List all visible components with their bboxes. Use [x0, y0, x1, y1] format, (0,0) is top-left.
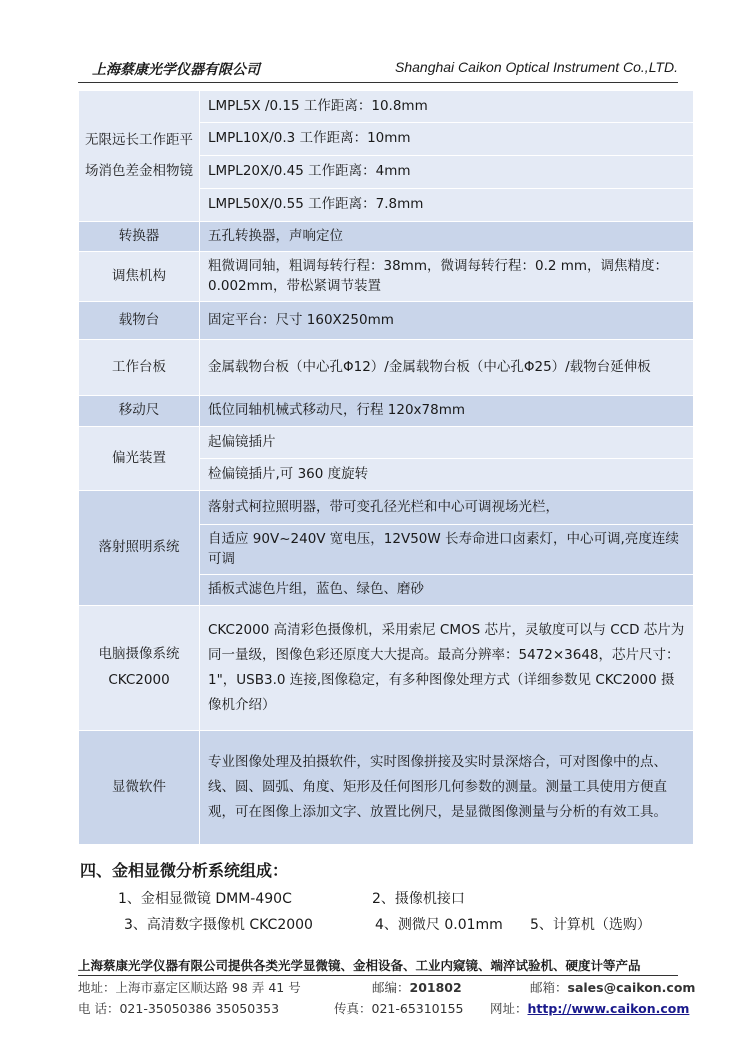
polar-label: 偏光装置	[79, 427, 200, 491]
objective-item-3: LMPL20X/0.45 工作距离：4mm	[200, 156, 694, 189]
converter-value: 五孔转换器，声响定位	[200, 222, 694, 252]
illumination-item-2: 自适应 90V~240V 宽电压，12V50W 长寿命进口卤素灯，中心可调,亮度连续可调	[200, 525, 694, 575]
objective-item-4: LMPL50X/0.55 工作距离：7.8mm	[200, 189, 694, 222]
ruler-label: 移动尺	[79, 396, 200, 427]
stage-value: 固定平台：尺寸 160X250mm	[200, 302, 694, 340]
header-company-en: Shanghai Caikon Optical Instrument Co.,LTD.	[395, 59, 678, 75]
footer-fax: 传真：021-65310155	[334, 1001, 464, 1016]
spec-table	[78, 90, 694, 845]
footer-zip	[372, 978, 462, 996]
component-item-3: 3、高清数字摄像机 CKC2000	[124, 917, 313, 933]
software-label: 显微软件	[79, 731, 200, 845]
polar-item-2: 检偏镜插片,可 360 度旋转	[200, 459, 694, 491]
footer-email-label: 邮箱：	[530, 980, 568, 995]
footer-email	[530, 978, 695, 996]
component-item-4: 4、测微尺 0.01mm	[375, 917, 503, 933]
footer-email-value[interactable]: sales@caikon.com	[567, 980, 696, 995]
footer-web	[490, 999, 689, 1017]
objective-item-2: LMPL10X/0.3 工作距离：10mm	[200, 123, 694, 156]
ruler-value: 低位同轴机械式移动尺，行程 120x78mm	[200, 396, 694, 427]
footer-zip-label: 邮编：	[372, 980, 410, 995]
footer-web-label: 网址：	[490, 1001, 528, 1016]
footer-web-link[interactable]: http://www.caikon.com	[527, 1001, 690, 1016]
footer-address: 地址：上海市嘉定区顺达路 98 弄 41 号	[78, 980, 301, 995]
footer-zip-value: 201802	[409, 980, 462, 995]
component-item-5: 5、计算机（选购）	[530, 917, 651, 933]
converter-label: 转换器	[79, 222, 200, 252]
illumination-label: 落射照明系统	[79, 491, 200, 606]
illumination-item-3: 插板式滤色片组，蓝色、绿色、磨砂	[200, 575, 694, 606]
focus-value: 粗微调同轴，粗调每转行程：38mm，微调每转行程：0.2 mm，调焦精度：0.002mm，带松紧调节装置	[200, 252, 694, 302]
objective-label: 无限远长工作距平场消色差金相物镜	[79, 91, 200, 222]
footer-phone: 电 话：021-35050386 35050353	[78, 1001, 280, 1016]
polar-item-1: 起偏镜插片	[200, 427, 694, 459]
objective-item-1: LMPL5X /0.15 工作距离：10.8mm	[200, 91, 694, 123]
worktable-value: 金属载物台板（中心孔Φ12）/金属载物台板（中心孔Φ25）/载物台延伸板	[200, 340, 694, 396]
camera-label-line-1: 电脑摄像系统	[98, 646, 180, 663]
software-value: 专业图像处理及拍摄软件，实时图像拼接及实时景深熔合，可对图像中的点、线、圆、圆弧、角度、矩形及任何图形几何参数的测量。测量工具使用方便直观，可在图像上添加文字、放置比例尺，是显微图像测量与分析的有效工具。	[200, 731, 694, 845]
component-item-1: 1、金相显微镜 DMM-490C	[118, 891, 292, 907]
camera-label-line-2: CKC2000	[108, 672, 170, 688]
section-title: 四、金相显微分析系统组成：	[80, 861, 289, 880]
header-company-cn: 上海蔡康光学仪器有限公司	[92, 62, 260, 78]
camera-value: CKC2000 高清彩色摄像机，采用索尼 CMOS 芯片，灵敏度可以与 CCD 芯片为同一量级，图像色彩还原度大大提高。最高分辨率：5472×3648，芯片尺寸：1"，USB3.0 连接,图像稳定，有多种图像处理方式（详细参数见 CKC2000 摄像机介绍）	[200, 606, 694, 731]
component-item-2: 2、摄像机接口	[372, 891, 465, 907]
page-header	[78, 56, 678, 83]
camera-label	[79, 606, 200, 731]
stage-label: 载物台	[79, 302, 200, 340]
focus-label: 调焦机构	[79, 252, 200, 302]
worktable-label: 工作台板	[79, 340, 200, 396]
illumination-item-1: 落射式柯拉照明器，带可变孔径光栏和中心可调视场光栏，	[200, 491, 694, 525]
footer-tagline: 上海蔡康光学仪器有限公司提供各类光学显微镜、金相设备、工业内窥镜、端淬试验机、硬度计等产品	[78, 956, 678, 976]
